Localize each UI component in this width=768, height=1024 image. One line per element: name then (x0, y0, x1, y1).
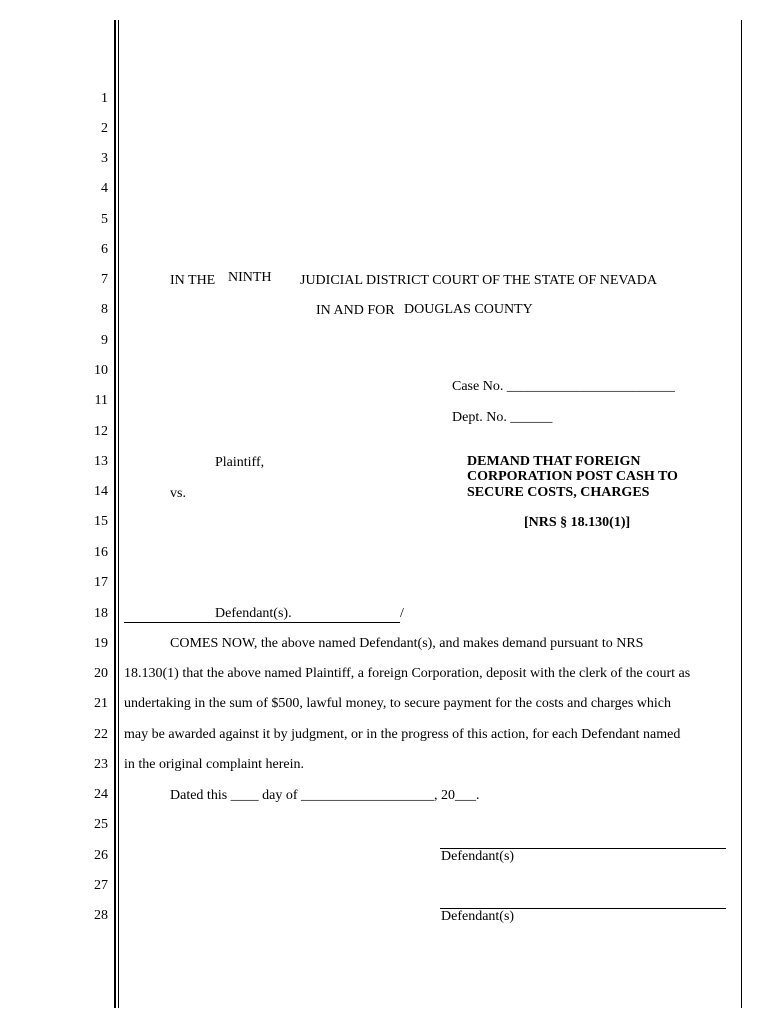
body-line-19: COMES NOW, the above named Defendant(s), and makes demand pursuant to NRS (170, 636, 644, 651)
line-number: 14 (94, 484, 108, 499)
body-line-22: may be awarded against it by judgment, or in the progress of this action, for each Defendant named (124, 727, 681, 742)
line-number: 24 (94, 787, 108, 802)
dated-line: Dated this ____ day of ___________________, 20___. (170, 788, 480, 803)
left-margin-rule-inner (118, 20, 119, 1008)
line-number: 21 (94, 696, 108, 711)
document-title-line-1: DEMAND THAT FOREIGN (467, 454, 641, 469)
statute-citation: [NRS § 18.130(1)] (524, 515, 631, 530)
line-number: 16 (94, 545, 108, 560)
case-number-field: Case No. ________________________ (452, 379, 675, 394)
line-number: 5 (101, 212, 108, 227)
line-number: 12 (94, 424, 108, 439)
caption-county: DOUGLAS COUNTY (404, 302, 533, 317)
right-margin-rule (741, 20, 742, 1008)
dept-number-field: Dept. No. ______ (452, 410, 553, 425)
line-number: 1 (101, 91, 108, 106)
body-line-21: undertaking in the sum of $500, lawful money, to secure payment for the costs and charges which (124, 696, 672, 711)
line-number: 13 (94, 454, 108, 469)
left-margin-rule-outer (114, 20, 116, 1008)
versus-label: vs. (170, 486, 186, 501)
line-number: 19 (94, 636, 108, 651)
line-number: 18 (94, 606, 108, 621)
body-line-20: 18.130(1) that the above named Plaintiff, a foreign Corporation, deposit with the clerk of the court as (124, 666, 691, 681)
line-number: 10 (94, 363, 108, 378)
line-number: 15 (94, 514, 108, 529)
defendant-label: Defendant(s). (215, 606, 292, 621)
line-number: 2 (101, 121, 108, 136)
line-number: 8 (101, 302, 108, 317)
line-number: 26 (94, 848, 108, 863)
line-number: 28 (94, 908, 108, 923)
caption-county-prefix: IN AND FOR (316, 303, 395, 318)
caption-slash: / (400, 606, 404, 621)
caption-underline (124, 622, 400, 623)
line-number: 9 (101, 333, 108, 348)
signature-label-2: Defendant(s) (441, 909, 515, 924)
caption-prefix: IN THE (170, 273, 216, 288)
line-number: 11 (94, 393, 108, 408)
signature-label-1: Defendant(s) (441, 849, 515, 864)
document-title-line-3: SECURE COSTS, CHARGES (467, 485, 650, 500)
body-line-23: in the original complaint herein. (124, 757, 305, 772)
line-number: 4 (101, 181, 108, 196)
document-title-line-2: CORPORATION POST CASH TO (467, 469, 678, 484)
plaintiff-label: Plaintiff, (215, 455, 265, 470)
line-number: 25 (94, 817, 108, 832)
line-number: 20 (94, 666, 108, 681)
caption-court: JUDICIAL DISTRICT COURT OF THE STATE OF NEVADA (300, 273, 658, 288)
line-number: 6 (101, 242, 108, 257)
line-number: 22 (94, 727, 108, 742)
line-number: 27 (94, 878, 108, 893)
line-number: 7 (101, 272, 108, 287)
line-number: 3 (101, 151, 108, 166)
line-number: 23 (94, 757, 108, 772)
line-number: 17 (94, 575, 108, 590)
caption-district: NINTH (228, 270, 272, 285)
